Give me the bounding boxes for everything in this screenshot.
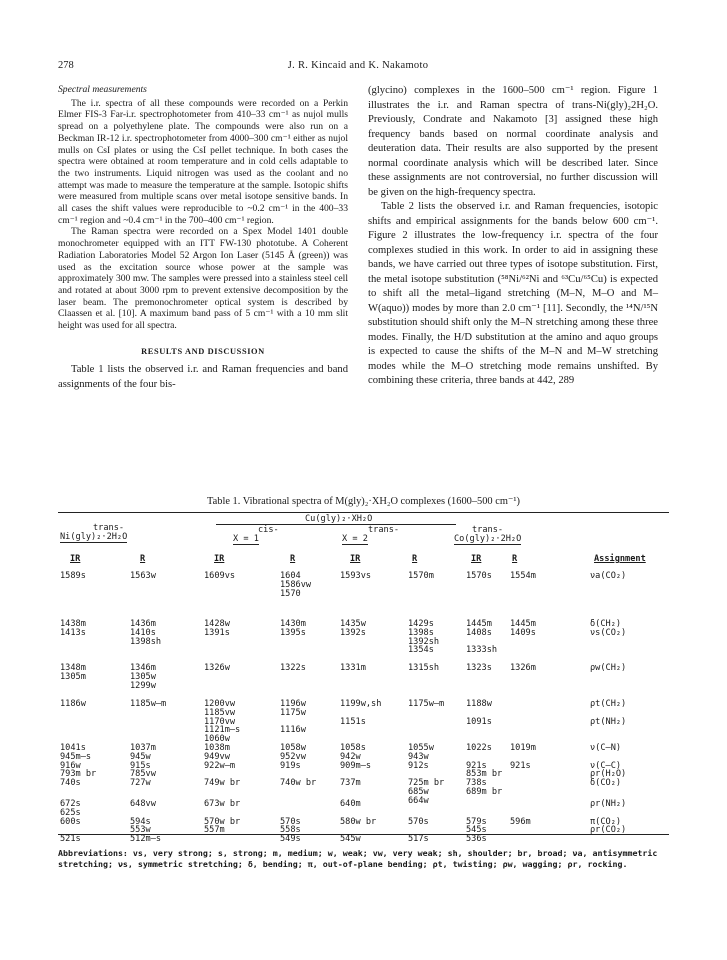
table-cell: 1445m — [510, 619, 536, 629]
table-cell: ρr(CO₂) — [590, 825, 627, 836]
table-cell: 1199w,sh — [340, 699, 382, 709]
table-cell: 1037m — [130, 743, 156, 753]
table-cell: 1055w — [408, 743, 434, 753]
page-number: 278 — [58, 60, 74, 71]
table-cell: νs(CO₂) — [590, 627, 627, 638]
table-cell: 1408s — [466, 627, 492, 638]
table-cell: 689m br — [466, 787, 503, 797]
paragraph-ir-methods: The i.r. spectra of all these compounds were recorded on a Perkin Elmer FIS-3 Far-i.r. spectrophotometer from 410–33 cm⁻¹ as nujol mulls spread on a polyethylene plate. The compounds were also run on a Beckman IR-12 i.r. spectrophotometer from 4000–300 cm⁻¹ either as nujol mulls on CsI plates or using the CsI pellet technique. In both cases the spectra were obtained at room temperature and in cold cells adaptable to the two instruments. Liquid nitrogen was used as the coolant and no attempt was made to measure the temperature at the sample. Isotopic shifts were measured from multiple scans over metal isotope sensitive bands. In all cases the shift values were reproducible to ~0.2 cm⁻¹ in the 400–33 cm⁻¹ region and ~0.4 cm⁻¹ in the 700–400 cm⁻¹ region. — [58, 97, 348, 226]
table-cell: 1305w — [130, 671, 156, 682]
table-cell: 1060w — [204, 734, 230, 745]
table-cell: 1348m — [60, 663, 86, 673]
table-cell: 1186w — [60, 699, 86, 709]
running-header — [58, 60, 658, 74]
table-cell: 949vw — [204, 751, 230, 762]
table-cell: 943w — [408, 751, 429, 762]
table-footnote-abbreviations: Abbreviations: vs, very strong; s, strong; m, medium; w, weak; vw, very weak; sh, shoulder; br, broad; νa, antisymmetric stretching; νs, symmetric stretching; δ, bending; π, out-of-plane bending; ρt, twisting; ρw, wagging; ρr, rocking. — [58, 848, 658, 869]
table-cell: 912s — [408, 760, 429, 771]
table-cell: 579s — [466, 816, 487, 827]
table-cell: 1398s — [408, 627, 434, 638]
table-cell: 1175w — [280, 707, 306, 718]
column-header-cis-ir: IR — [214, 554, 225, 564]
table-cell: 1175w–m — [408, 699, 445, 709]
table-cell: ρt(CH₂) — [590, 699, 627, 709]
table-cell: 942w — [340, 751, 361, 762]
table-cell: 1570m — [408, 571, 434, 581]
table-top-rule — [58, 512, 669, 513]
section-title-spectral-measurements: Spectral measurements — [58, 84, 147, 95]
table-cell: 512m–s — [130, 834, 162, 845]
table-cell: 1586vw — [280, 579, 312, 590]
table-cell: 1392s — [340, 627, 366, 638]
column-header-ni-raman: R — [140, 554, 146, 564]
table-cell: 545s — [466, 825, 487, 836]
table-cell: 1299w — [130, 680, 156, 691]
table-cell: 1041s — [60, 743, 86, 753]
table-cell: 521s — [60, 834, 81, 845]
table-cell: 1445m — [466, 619, 492, 629]
table-cell: 1323s — [466, 663, 492, 673]
group-header-cis-x: X = 1 — [233, 534, 259, 544]
table-cell: ρw(CH₂) — [590, 663, 627, 673]
table-cell: 727w — [130, 778, 151, 789]
table-cell: 1170vw — [204, 716, 236, 727]
table-cell: 1151s — [340, 716, 366, 727]
group-header-cis: cis- — [258, 525, 279, 535]
table-cell: 545w — [340, 834, 361, 845]
table-cell: 945w — [130, 751, 151, 762]
table-cell: 640m — [340, 799, 361, 809]
table-cell: 536s — [466, 834, 487, 845]
table-cell: 1395s — [280, 627, 306, 638]
table-cell: 785vw — [130, 769, 156, 780]
table-cell: 853m br — [466, 769, 503, 780]
table-cell: 1398sh — [130, 636, 162, 647]
table-cell: 1410s — [130, 627, 156, 638]
table-cell: 915s — [130, 760, 151, 771]
table-cell: 945m–s — [60, 751, 92, 762]
table-cell: δ(CO₂) — [590, 778, 622, 789]
table-cell: 749w br — [204, 778, 241, 789]
table-cell: 570w br — [204, 816, 241, 827]
group-header-co-formula: Co(gly)₂·2H₂O — [454, 534, 522, 544]
vibrational-spectra-table — [58, 512, 669, 845]
table-cell: 1436m — [130, 619, 156, 629]
table-cell: 648vw — [130, 799, 156, 809]
group-header-trans-cu: trans- — [368, 525, 400, 535]
table-cell: 1022s — [466, 743, 492, 753]
table-cell: 1429s — [408, 619, 434, 629]
table-cell: 1354s — [408, 645, 434, 656]
table-cell: 952vw — [280, 751, 306, 762]
table-cell: 664w — [408, 795, 429, 806]
table-cell: ρr(NH₂) — [590, 799, 627, 809]
table-cell: ρr(H₂O) — [590, 769, 627, 780]
table-cell: 737m — [340, 778, 361, 789]
table-cell: 1570s — [466, 571, 492, 581]
table-cell: 1554m — [510, 571, 536, 581]
table-cell: 1609vs — [204, 571, 236, 581]
table-cell: 673w br — [204, 799, 241, 809]
group-header-trans-cu-x: X = 2 — [342, 534, 368, 544]
table-cell: 916w — [60, 760, 81, 771]
table-cell: π(CO₂) — [590, 816, 622, 827]
table-cell: 1570 — [280, 588, 301, 599]
table-cell: 580w br — [340, 816, 377, 827]
table-cell: 921s — [466, 760, 487, 771]
table-cell: ρt(NH₂) — [590, 716, 627, 727]
table-cell: 740s — [60, 778, 81, 789]
table-cell: 725m br — [408, 778, 445, 789]
table-cell: 1185w–m — [130, 699, 167, 709]
table-cell: 1593vs — [340, 571, 372, 581]
table-cell: 1188w — [466, 699, 492, 709]
table-cell: ν(C–N) — [590, 743, 622, 753]
table-cell: 1346m — [130, 663, 156, 673]
table-cell: 553w — [130, 825, 151, 836]
column-header-co-ir: IR — [471, 554, 482, 564]
table-cell: 1435w — [340, 619, 366, 629]
table-cell: 625s — [60, 807, 81, 818]
table-cell: 1116w — [280, 725, 306, 736]
table-cell: 740w br — [280, 778, 317, 789]
table-cell: 1305m — [60, 671, 86, 682]
table-cell: 1391s — [204, 627, 230, 638]
group-header-cu: Cu(gly)₂·XH₂O — [305, 514, 373, 524]
table-cell: 1438m — [60, 619, 86, 629]
table-cell: 793m br — [60, 769, 97, 780]
table-cell: 1019m — [510, 743, 536, 753]
table-cell: 1038m — [204, 743, 230, 753]
paragraph-low-frequency: Table 2 lists the observed i.r. and Raman frequencies, isotopic shifts and empirical assignments for the bands below 600 cm⁻¹. Figure 2 illustrates the low-frequency i.r. spectra of the four complexes studied in this work. In order to aid in assigning these bands, we have carried out three types of isotope substitution. First, the metal isotope substitution (⁵⁸Ni/⁶²Ni and ⁶³Cu/⁶⁵Cu) is expected to shift all the metal–ligand stretching (M–N, M–O and M–W(aquo)) modes by more than 2.0 cm⁻¹ [11]. Secondly, the ¹⁴N/¹⁵N substitution should shift only the M–N stretching among these three modes. Finally, the H/D substitution at the amino and aquo groups is expected to cause the shifts of the M–N and M–W stretching modes while the M–O stretching mode remains unshifted. By combining these criteria, three bands at 442, 289 — [368, 201, 658, 386]
column-header-assignment: Assignment — [594, 554, 646, 564]
group-header-ni-formula: Ni(gly)₂·2H₂O — [60, 532, 128, 542]
column-header-co-raman: R — [512, 554, 518, 564]
left-column — [58, 84, 348, 392]
table-cell: 600s — [60, 816, 81, 827]
table-cell: νa(CO₂) — [590, 571, 627, 581]
table-cell: 919s — [280, 760, 301, 771]
table-cell: 1058s — [340, 743, 366, 753]
group-header-ni: trans- — [93, 523, 125, 533]
table-cell: 1409s — [510, 627, 536, 638]
running-header-authors: J. R. Kincaid and K. Nakamoto — [287, 60, 429, 71]
table-cell: 1430m — [280, 619, 306, 629]
table-cell: 1196w — [280, 699, 306, 709]
table-cell: 1413s — [60, 627, 86, 638]
table-cell: 922w–m — [204, 760, 236, 771]
table-cell: 1200vw — [204, 699, 236, 709]
table-cell: 1428w — [204, 619, 230, 629]
table-cell: 570s — [408, 816, 429, 827]
table-cell: 921s — [510, 760, 531, 771]
table-cell: 738s — [466, 778, 487, 789]
section-heading-results: RESULTS AND DISCUSSION — [141, 346, 265, 356]
table-cell: 596m — [510, 816, 531, 827]
group-header-co: trans- — [472, 525, 504, 535]
table-cell: 594s — [130, 816, 151, 827]
table-cell: 1604 — [280, 571, 301, 581]
table-cell: 1058w — [280, 743, 306, 753]
table-cell: 558s — [280, 825, 301, 836]
column-header-ni-ir: IR — [70, 554, 81, 564]
paragraph-results-intro: Table 1 lists the observed i.r. and Raman frequencies and band assignments of the four bis- — [58, 364, 348, 390]
table-cell: 1322s — [280, 663, 306, 673]
table-cell: 1333sh — [466, 645, 498, 656]
table-cell: 1121m–s — [204, 725, 241, 736]
table-cell: 1326w — [204, 663, 230, 673]
table-caption: Table 1. Vibrational spectra of M(gly)₂·XH₂O complexes (1600–500 cm⁻¹) — [207, 496, 520, 507]
table-cell: 549s — [280, 834, 301, 845]
table-cell: 1589s — [60, 571, 86, 581]
table-cell: 517s — [408, 834, 429, 845]
paragraph-raman-methods: The Raman spectra were recorded on a Spex Model 1401 double monochrometer equipped with an ITT FW-130 phototube. A Coherent Radiation Laboratories Model 52 Argon Ion Laser (5145 Å (green)) was used as the excitation source whose power at the sample was approximately 300 mw. The samples were pressed into a stainless steel cell and rotated at about 3000 rpm to prevent extensive decomposition by the laser beam. The premonochrometer optical system is described by Claassen et al. [10]. A maximum band pass of 5 cm⁻¹ with a 10 mm slit height was used for all spectra. — [58, 226, 348, 332]
table-cell: 1563w — [130, 571, 156, 581]
table-cell: 685w — [408, 787, 429, 797]
table-cell: δ(CH₂) — [590, 619, 622, 629]
table-cell: 1326m — [510, 663, 536, 673]
column-header-cis-raman: R — [290, 554, 296, 564]
column-header-trans-ir: IR — [350, 554, 361, 564]
cu-group-rule — [216, 524, 456, 525]
table-cell: ν(C–C) — [590, 760, 622, 771]
table-cell: 672s — [60, 799, 81, 809]
column-header-trans-raman: R — [412, 554, 418, 564]
table-cell: 1091s — [466, 716, 492, 727]
table-cell: 557m — [204, 825, 225, 836]
table-cell: 1331m — [340, 663, 366, 673]
paragraph-high-frequency: (glycino) complexes in the 1600–500 cm⁻¹ region. Figure 1 illustrates the i.r. and Raman spectra of trans-Ni(gly)₂2H₂O. Previously, Condrate and Nakamoto [3] assigned these high frequency bands based on normal coordinate analysis and deuteration data. Their results are also supported by the present normal coordinate analysis which will be described later. Since these assignments are not controversial, no further discussion will be given on the high-frequency spectra. — [368, 85, 658, 198]
table-cell: 1392sh — [408, 636, 440, 647]
table-cell: 909m–s — [340, 760, 372, 771]
right-column — [368, 84, 658, 389]
table-cell: 1185vw — [204, 707, 236, 718]
table-cell: 1315sh — [408, 663, 440, 673]
table-cell: 570s — [280, 816, 301, 827]
